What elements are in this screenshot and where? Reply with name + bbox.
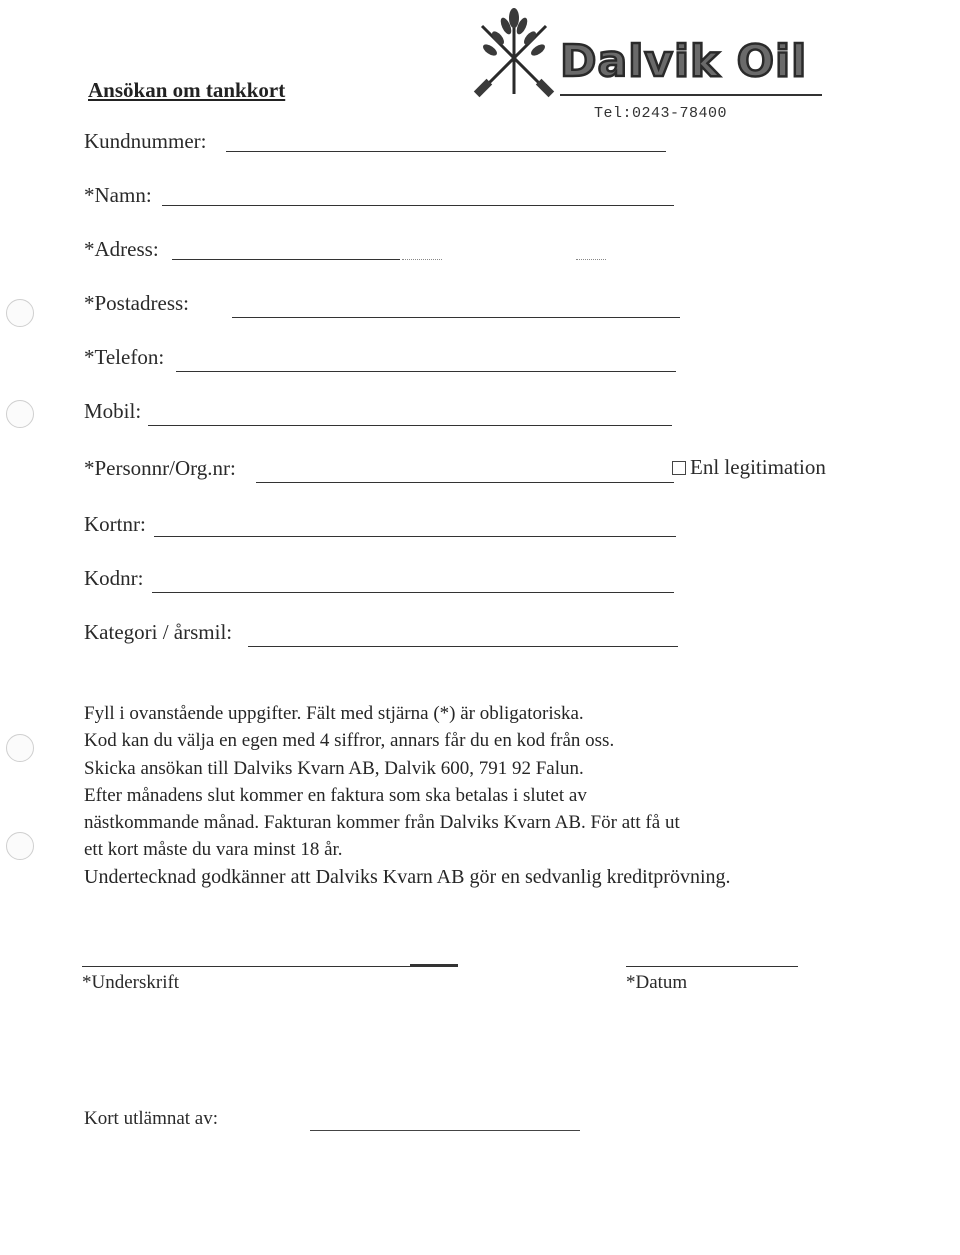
field-label: Kategori / årsmil:: [84, 620, 233, 644]
field-postadress: [84, 290, 684, 318]
kortnr-input[interactable]: [154, 536, 676, 537]
field-telefon: [84, 344, 684, 372]
telefon-input[interactable]: [176, 371, 676, 372]
namn-input[interactable]: [162, 205, 674, 206]
field-mobil: [84, 398, 684, 426]
legitimation-label: Enl legitimation: [690, 455, 826, 479]
instruction-line: ett kort måste du vara minst 18 år.: [84, 839, 343, 861]
adress-input-faint: [402, 259, 442, 260]
signature-input[interactable]: [82, 966, 458, 967]
field-label: *Adress:: [84, 237, 159, 261]
punch-hole: [6, 400, 34, 428]
instruction-line: Fyll i ovanstående uppgifter. Fält med stjärna (*) är obligatoriska.: [84, 703, 584, 724]
instructions-block: [84, 700, 844, 891]
date-label: *Datum: [626, 972, 688, 993]
instruction-line: Skicka ansökan till Dalviks Kvarn AB, Dalvik 600, 791 92 Falun.: [84, 757, 584, 779]
instruction-line: Kod kan du välja en egen med 4 siffror, annars får du en kod från oss.: [84, 730, 615, 752]
field-personnr: [84, 455, 684, 483]
personnr-input[interactable]: [256, 482, 674, 483]
field-namn: [84, 182, 684, 210]
field-kodnr: [84, 565, 684, 593]
logo-underline: [560, 94, 822, 96]
signature-label: *Underskrift: [82, 972, 180, 993]
signature-input-accent: [410, 964, 458, 966]
field-kategori: [84, 619, 684, 647]
mobil-input[interactable]: [148, 425, 672, 426]
instruction-line: Undertecknad godkänner att Dalviks Kvarn AB gör en sedvanlig kreditprövning.: [84, 865, 731, 888]
punch-hole: [6, 832, 34, 860]
field-kortnr: [84, 511, 684, 539]
instruction-line: nästkommande månad. Fakturan kommer från Dalviks Kvarn AB. För att få ut: [84, 812, 680, 834]
field-label: Kortnr:: [84, 512, 146, 536]
wheat-emblem-icon: [468, 4, 564, 100]
kundnummer-input[interactable]: [226, 151, 666, 152]
field-label: *Personnr/Org.nr:: [84, 456, 236, 480]
field-label: Mobil:: [84, 399, 142, 423]
company-phone: Tel:0243-78400: [594, 105, 728, 122]
date-input[interactable]: [626, 966, 798, 967]
kategori-input[interactable]: [248, 646, 678, 647]
field-kundnummer: [84, 128, 684, 156]
field-label: Kundnummer:: [84, 129, 207, 153]
kodnr-input[interactable]: [152, 592, 674, 593]
punch-hole: [6, 734, 34, 762]
field-label: *Postadress:: [84, 291, 189, 315]
form-title: Ansökan om tankkort: [88, 78, 286, 102]
instruction-line: Efter månadens slut kommer en faktura som ska betalas i slutet av: [84, 784, 587, 806]
legitimation-checkbox[interactable]: [672, 461, 686, 475]
field-label: *Namn:: [84, 183, 152, 207]
postadress-input[interactable]: [232, 317, 680, 318]
company-logo: [468, 4, 828, 100]
field-label: Kodnr:: [84, 566, 144, 590]
adress-input[interactable]: [172, 259, 400, 260]
adress-input-faint: [576, 259, 606, 260]
field-label: *Telefon:: [84, 345, 165, 369]
punch-hole: [6, 299, 34, 327]
company-name: Dalvik Oil: [560, 36, 808, 87]
issued-by-label: Kort utlämnat av:: [84, 1108, 219, 1129]
field-adress: [84, 236, 684, 264]
issued-by-input[interactable]: [310, 1130, 580, 1131]
